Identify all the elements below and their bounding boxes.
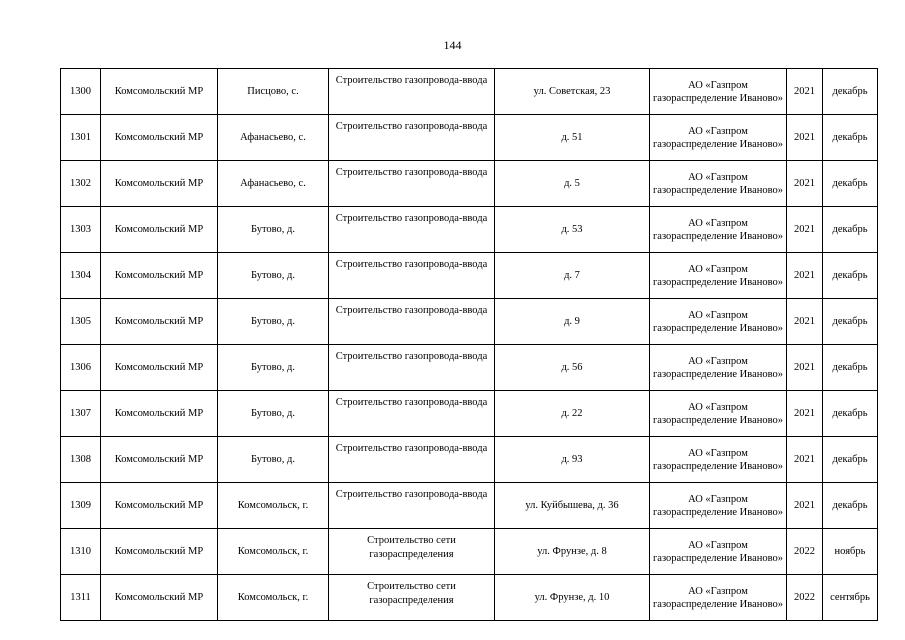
contractor-cell: АО «Газпром газораспределение Иваново»	[650, 391, 787, 437]
row-number-cell: 1310	[61, 529, 101, 575]
table-row	[61, 253, 878, 299]
year-cell: 2021	[787, 161, 823, 207]
month-cell: декабрь	[823, 69, 878, 115]
locality-cell: Бутово, д.	[218, 437, 329, 483]
row-number-cell: 1307	[61, 391, 101, 437]
address-cell: ул. Фрунзе, д. 10	[495, 575, 650, 621]
work-type-cell: Строительство газопровода-ввода	[329, 161, 495, 207]
locality-cell: Комсомольск, г.	[218, 483, 329, 529]
month-cell: декабрь	[823, 391, 878, 437]
month-cell: декабрь	[823, 299, 878, 345]
locality-cell: Бутово, д.	[218, 207, 329, 253]
year-cell: 2021	[787, 299, 823, 345]
year-cell: 2021	[787, 115, 823, 161]
row-number-cell: 1309	[61, 483, 101, 529]
work-type-cell: Строительство газопровода-ввода	[329, 253, 495, 299]
district-cell: Комсомольский МР	[101, 299, 218, 345]
contractor-cell: АО «Газпром газораспределение Иваново»	[650, 483, 787, 529]
address-cell: ул. Советская, 23	[495, 69, 650, 115]
row-number-cell: 1303	[61, 207, 101, 253]
row-number-cell: 1304	[61, 253, 101, 299]
contractor-cell: АО «Газпром газораспределение Иваново»	[650, 299, 787, 345]
table-row	[61, 345, 878, 391]
address-cell: д. 56	[495, 345, 650, 391]
year-cell: 2021	[787, 437, 823, 483]
year-cell: 2021	[787, 391, 823, 437]
district-cell: Комсомольский МР	[101, 483, 218, 529]
work-type-cell: Строительство сети газораспределения	[329, 529, 495, 575]
page-number: 144	[443, 38, 462, 52]
address-cell: ул. Фрунзе, д. 8	[495, 529, 650, 575]
month-cell: декабрь	[823, 345, 878, 391]
work-type-cell: Строительство газопровода-ввода	[329, 345, 495, 391]
table-row	[61, 437, 878, 483]
locality-cell: Писцово, с.	[218, 69, 329, 115]
table-row	[61, 115, 878, 161]
contractor-cell: АО «Газпром газораспределение Иваново»	[650, 69, 787, 115]
work-type-cell: Строительство газопровода-ввода	[329, 299, 495, 345]
year-cell: 2021	[787, 207, 823, 253]
locality-cell: Комсомольск, г.	[218, 575, 329, 621]
year-cell: 2022	[787, 575, 823, 621]
month-cell: декабрь	[823, 115, 878, 161]
district-cell: Комсомольский МР	[101, 253, 218, 299]
locality-cell: Комсомольск, г.	[218, 529, 329, 575]
table-row	[61, 391, 878, 437]
address-cell: д. 22	[495, 391, 650, 437]
month-cell: декабрь	[823, 483, 878, 529]
locality-cell: Бутово, д.	[218, 253, 329, 299]
month-cell: ноябрь	[823, 529, 878, 575]
contractor-cell: АО «Газпром газораспределение Иваново»	[650, 207, 787, 253]
year-cell: 2021	[787, 253, 823, 299]
work-type-cell: Строительство газопровода-ввода	[329, 437, 495, 483]
row-number-cell: 1311	[61, 575, 101, 621]
work-type-cell: Строительство газопровода-ввода	[329, 69, 495, 115]
table-row	[61, 575, 878, 621]
contractor-cell: АО «Газпром газораспределение Иваново»	[650, 529, 787, 575]
work-type-cell: Строительство газопровода-ввода	[329, 391, 495, 437]
table-row	[61, 161, 878, 207]
month-cell: сентябрь	[823, 575, 878, 621]
locality-cell: Афанасьево, с.	[218, 115, 329, 161]
locality-cell: Афанасьево, с.	[218, 161, 329, 207]
locality-cell: Бутово, д.	[218, 299, 329, 345]
address-cell: д. 93	[495, 437, 650, 483]
table-row	[61, 483, 878, 529]
row-number-cell: 1300	[61, 69, 101, 115]
district-cell: Комсомольский МР	[101, 115, 218, 161]
table-body	[61, 69, 878, 621]
district-cell: Комсомольский МР	[101, 161, 218, 207]
table-row	[61, 299, 878, 345]
locality-cell: Бутово, д.	[218, 391, 329, 437]
row-number-cell: 1305	[61, 299, 101, 345]
district-cell: Комсомольский МР	[101, 529, 218, 575]
contractor-cell: АО «Газпром газораспределение Иваново»	[650, 345, 787, 391]
row-number-cell: 1308	[61, 437, 101, 483]
work-type-cell: Строительство сети газораспределения	[329, 575, 495, 621]
district-cell: Комсомольский МР	[101, 575, 218, 621]
district-cell: Комсомольский МР	[101, 391, 218, 437]
work-type-cell: Строительство газопровода-ввода	[329, 115, 495, 161]
row-number-cell: 1302	[61, 161, 101, 207]
work-type-cell: Строительство газопровода-ввода	[329, 207, 495, 253]
year-cell: 2021	[787, 69, 823, 115]
year-cell: 2021	[787, 483, 823, 529]
address-cell: д. 9	[495, 299, 650, 345]
contractor-cell: АО «Газпром газораспределение Иваново»	[650, 161, 787, 207]
locality-cell: Бутово, д.	[218, 345, 329, 391]
month-cell: декабрь	[823, 161, 878, 207]
year-cell: 2021	[787, 345, 823, 391]
district-cell: Комсомольский МР	[101, 437, 218, 483]
contractor-cell: АО «Газпром газораспределение Иваново»	[650, 115, 787, 161]
work-type-cell: Строительство газопровода-ввода	[329, 483, 495, 529]
row-number-cell: 1306	[61, 345, 101, 391]
table-row	[61, 529, 878, 575]
table-row	[61, 207, 878, 253]
address-cell: ул. Куйбышева, д. 36	[495, 483, 650, 529]
contractor-cell: АО «Газпром газораспределение Иваново»	[650, 253, 787, 299]
address-cell: д. 51	[495, 115, 650, 161]
table-row	[61, 69, 878, 115]
year-cell: 2022	[787, 529, 823, 575]
district-cell: Комсомольский МР	[101, 207, 218, 253]
district-cell: Комсомольский МР	[101, 69, 218, 115]
row-number-cell: 1301	[61, 115, 101, 161]
address-cell: д. 5	[495, 161, 650, 207]
address-cell: д. 7	[495, 253, 650, 299]
address-cell: д. 53	[495, 207, 650, 253]
contractor-cell: АО «Газпром газораспределение Иваново»	[650, 437, 787, 483]
month-cell: декабрь	[823, 253, 878, 299]
gasification-table	[60, 68, 878, 621]
contractor-cell: АО «Газпром газораспределение Иваново»	[650, 575, 787, 621]
district-cell: Комсомольский МР	[101, 345, 218, 391]
month-cell: декабрь	[823, 207, 878, 253]
month-cell: декабрь	[823, 437, 878, 483]
